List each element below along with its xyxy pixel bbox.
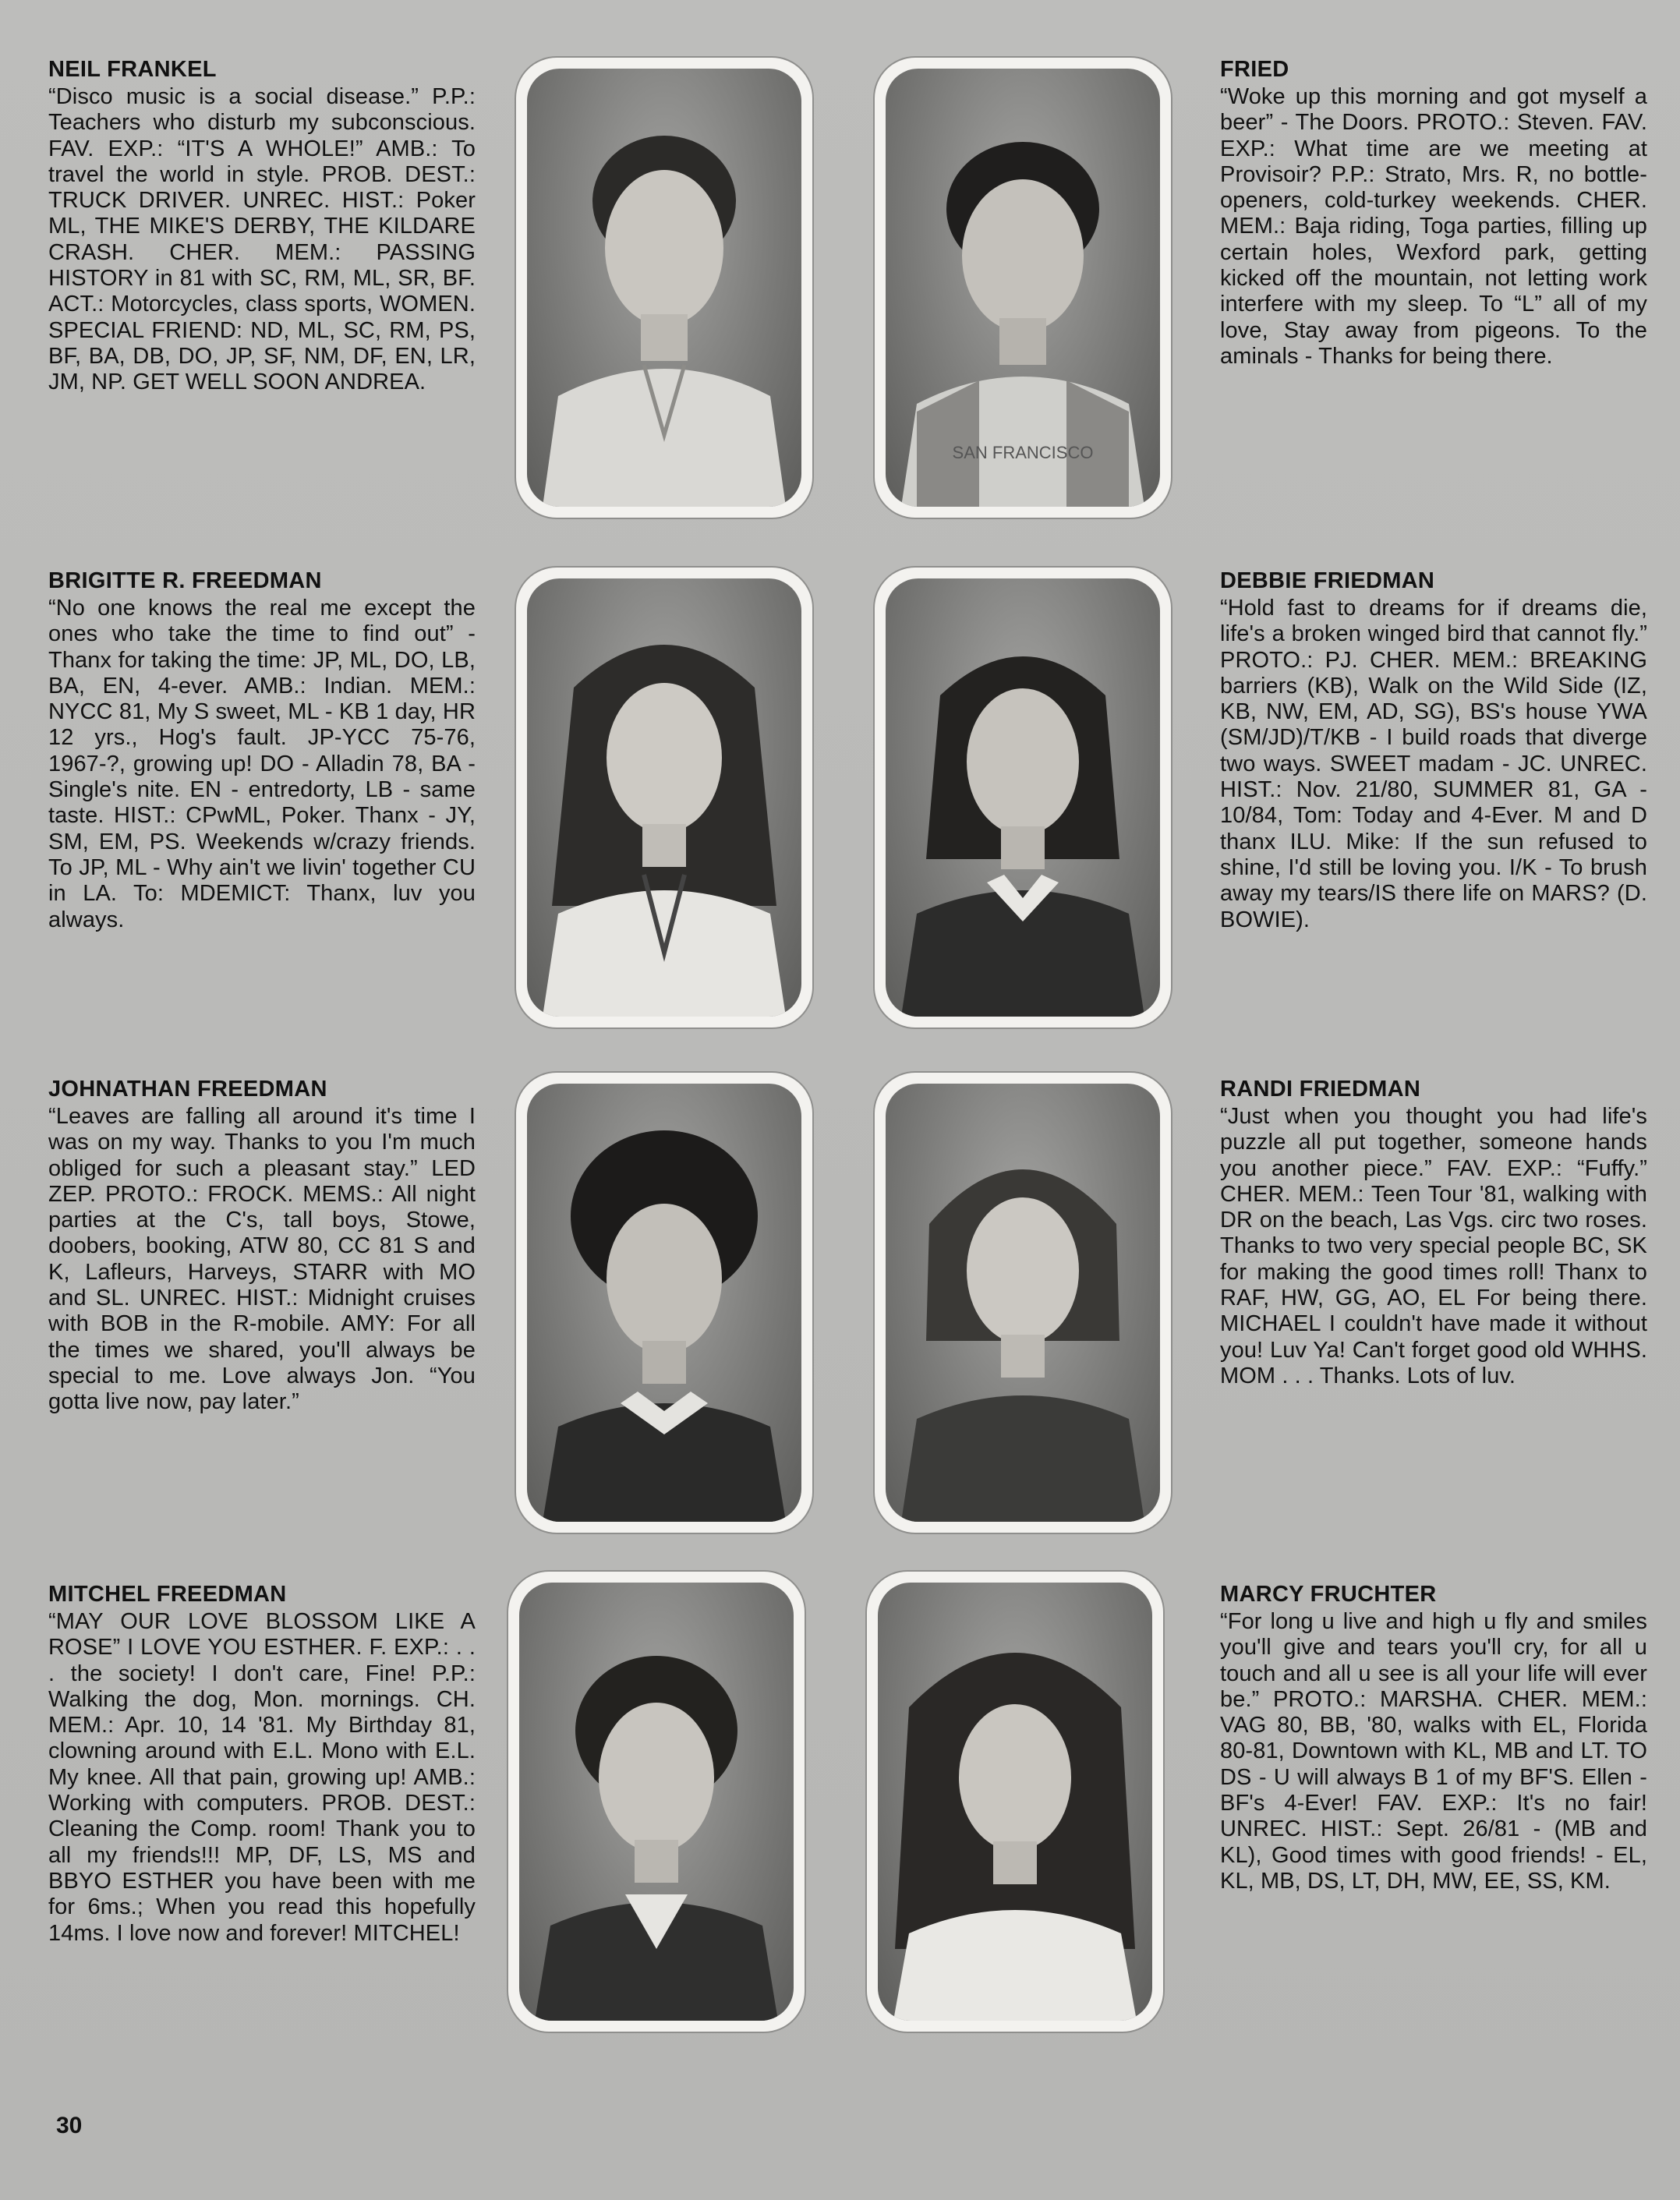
student-portrait [519, 1583, 794, 2021]
student-entry-randi-friedman [1220, 1076, 1647, 1389]
student-bio: “Hold fast to dreams for if dreams die, life's a broken winged bird that cannot fly.” PROTO.: PJ. CHER. MEM.: BREAKING barriers (KB), Walk on the Wild Side (IZ, KB, NW, EM, AD, SG), BS's house YWA (SM/JD)/T/KB - I build roads that diverge two ways. SWEET madam - JC. UNREC. HIST.: Nov. 21/80, SUMMER 81, GA - 10/84, Tom: Today and 4-Ever. M and D thanx ILU. Mike: If the sun refused to shine, I'd still be loving you. I/K - To brush away my tears/IS there life on MARS? (D. BOWIE). [1220, 596, 1647, 932]
portrait-silhouette [519, 1583, 794, 2021]
student-portrait-frame [516, 58, 812, 518]
student-portrait [527, 578, 801, 1017]
page-number: 30 [56, 2113, 83, 2138]
student-portrait [878, 1583, 1152, 2021]
student-portrait-frame [875, 568, 1171, 1027]
student-entry-johnathan-freedman [48, 1076, 476, 1416]
student-portrait-frame [867, 1572, 1163, 2032]
student-portrait-frame [516, 1073, 812, 1533]
student-bio: “For long u live and high u fly and smiles you'll give and tears you'll cry, for all u touch and all u see is all your life will ever be.” PROTO.: MARSHA. CHER. MEM.: VAG 80, BB, '80, walks with EL, Florida 80-81, Downtown with KL, MB and LT. TO DS - U will always B 1 of my BF'S. Ellen - BF's 4-Ever! FAV. EXP.: It's no fair! UNREC. HIST.: Sept. 26/81 - (MB and KL), Good times with good friends! - EL, KL, MB, DS, LT, DH, MW, EE, SS, KM. [1220, 1609, 1647, 1894]
student-name: NEIL FRANKEL [48, 57, 217, 82]
student-entry-neil-frankel [48, 56, 476, 396]
student-portrait [886, 578, 1160, 1017]
portrait-silhouette [886, 578, 1160, 1017]
student-portrait-frame [875, 1073, 1171, 1533]
student-portrait [886, 1084, 1160, 1522]
portrait-silhouette [527, 578, 801, 1017]
student-bio: “Just when you thought you had life's puzzle all put together, someone hands you another piece.” FAV. EXP.: “Fuffy.” CHER. MEM.: Teen Tour '81, walking with DR on the beach, Las Vgs. circ two roses. Thanks to two very special people BC, SK for making the good times roll! Thanx to RAF, HW, GG, AO, EL For being there. MICHAEL I couldn't have made it without you! Luv Ya! Can't forget good old WHHS. MOM . . . Thanks. Lots of luv. [1220, 1104, 1647, 1388]
student-entry-debbie-friedman [1220, 568, 1647, 933]
student-entry-fried [1220, 56, 1647, 370]
student-portrait-frame [516, 568, 812, 1027]
student-portrait-frame [508, 1572, 805, 2032]
student-entry-brigitte-freedman [48, 568, 476, 933]
student-entry-marcy-fruchter [1220, 1581, 1647, 1894]
portrait-silhouette [527, 69, 801, 507]
portrait-silhouette [878, 1583, 1152, 2021]
student-portrait [886, 69, 1160, 507]
student-name: BRIGITTE R. FREEDMAN [48, 568, 322, 593]
student-bio: “No one knows the real me except the ones who take the time to find out” - Thanx for taking the time: JP, ML, DO, LB, BA, EN, 4-ever. AMB.: Indian. MEM.: NYCC 81, My S sweet, ML - KB 1 day, HR 12 yrs., Hog's fault. JP-YCC 75-76, 1967-?, growing up! DO - Alladin 78, BA - Single's nite. EN - entredorty, LB - same taste. HIST.: CPwML, Poker. Thanx - JY, SM, EM, PS. Weekends w/crazy friends. To JP, ML - Why ain't we livin' together CU in LA. To: MDEMICT: Thanx, luv you always. [48, 596, 476, 932]
student-name: DEBBIE FRIEDMAN [1220, 568, 1435, 593]
student-bio: “Leaves are falling all around it's time I was on my way. Thanks to you I'm much obliged for such a pleasant stay.” LED ZEP. PROTO.: FROCK. MEMS.: All night parties at the C's, tall boys, Stowe, doobers, booking, ATW 80, CC 81 S and K, Lafleurs, Harveys, STARR with MO and SL. UNREC. HIST.: Midnight cruises with BOB in the R-mobile. AMY: For all the times we shared, you'll always be special to me. Love always Jon. “You gotta live now, pay later.” [48, 1104, 476, 1415]
portrait-silhouette [527, 1084, 801, 1522]
student-bio: “MAY OUR LOVE BLOSSOM LIKE A ROSE” I LOVE YOU ESTHER. F. EXP.: . . . the society! I don't care, Fine! P.P.: Walking the dog, Mon. mornings. CH. MEM.: Apr. 10, 14 '81. My Birthday 81, clowning around with E.L. Mono with E.L. My knee. All that pain, growing up! AMB.: Working with computers. PROB. DEST.: Cleaning the Comp. room! Thank you to all my friends!!! MP, DF, LS, MS and BBYO ESTHER you have been with me for 6ms.; When you read this hopefully 14ms. I love now and forever! MITCHEL! [48, 1609, 476, 1946]
student-portrait-frame [875, 58, 1171, 518]
student-bio: “Disco music is a social disease.” P.P.: Teachers who disturb my subconscious. FAV. EXP.: “IT'S A WHOLE!” AMB.: To travel the world in style. PROB. DEST.: TRUCK DRIVER. UNREC. HIST.: Poker ML, THE MIKE'S DERBY, THE KILDARE CRASH. CHER. MEM.: PASSING HISTORY in 81 with SC, RM, ML, SR, BF. ACT.: Motorcycles, class sports, WOMEN. SPECIAL FRIEND: ND, ML, SC, RM, PS, BF, BA, DB, DO, JP, SF, NM, DF, EN, LR, JM, NP. GET WELL SOON ANDREA. [48, 84, 476, 395]
student-name: MITCHEL FREEDMAN [48, 1582, 287, 1607]
student-name: MARCY FRUCHTER [1220, 1582, 1437, 1607]
portrait-silhouette [886, 1084, 1160, 1522]
student-name: FRIED [1220, 57, 1289, 82]
student-portrait [527, 69, 801, 507]
student-name: JOHNATHAN FREEDMAN [48, 1077, 327, 1102]
student-name: RANDI FRIEDMAN [1220, 1077, 1421, 1102]
portrait-silhouette [886, 69, 1160, 507]
student-bio: “Woke up this morning and got myself a beer” - The Doors. PROTO.: Steven. FAV. EXP.: What time are we meeting at Provisoir? P.P.: Strato, Mrs. R, no bottle-openers, cold-turkey weekends. CHER. MEM.: Baja riding, Toga parties, filling up certain holes, Wexford park, getting kicked off the mountain, not letting work interfere with my sleep. To “L” all of my love, Stay away from pigeons. To the aminals - Thanks for being there. [1220, 84, 1647, 369]
student-portrait [527, 1084, 801, 1522]
shirt-text: SAN FRANCISCO [952, 443, 1094, 462]
student-entry-mitchel-freedman [48, 1581, 476, 1947]
